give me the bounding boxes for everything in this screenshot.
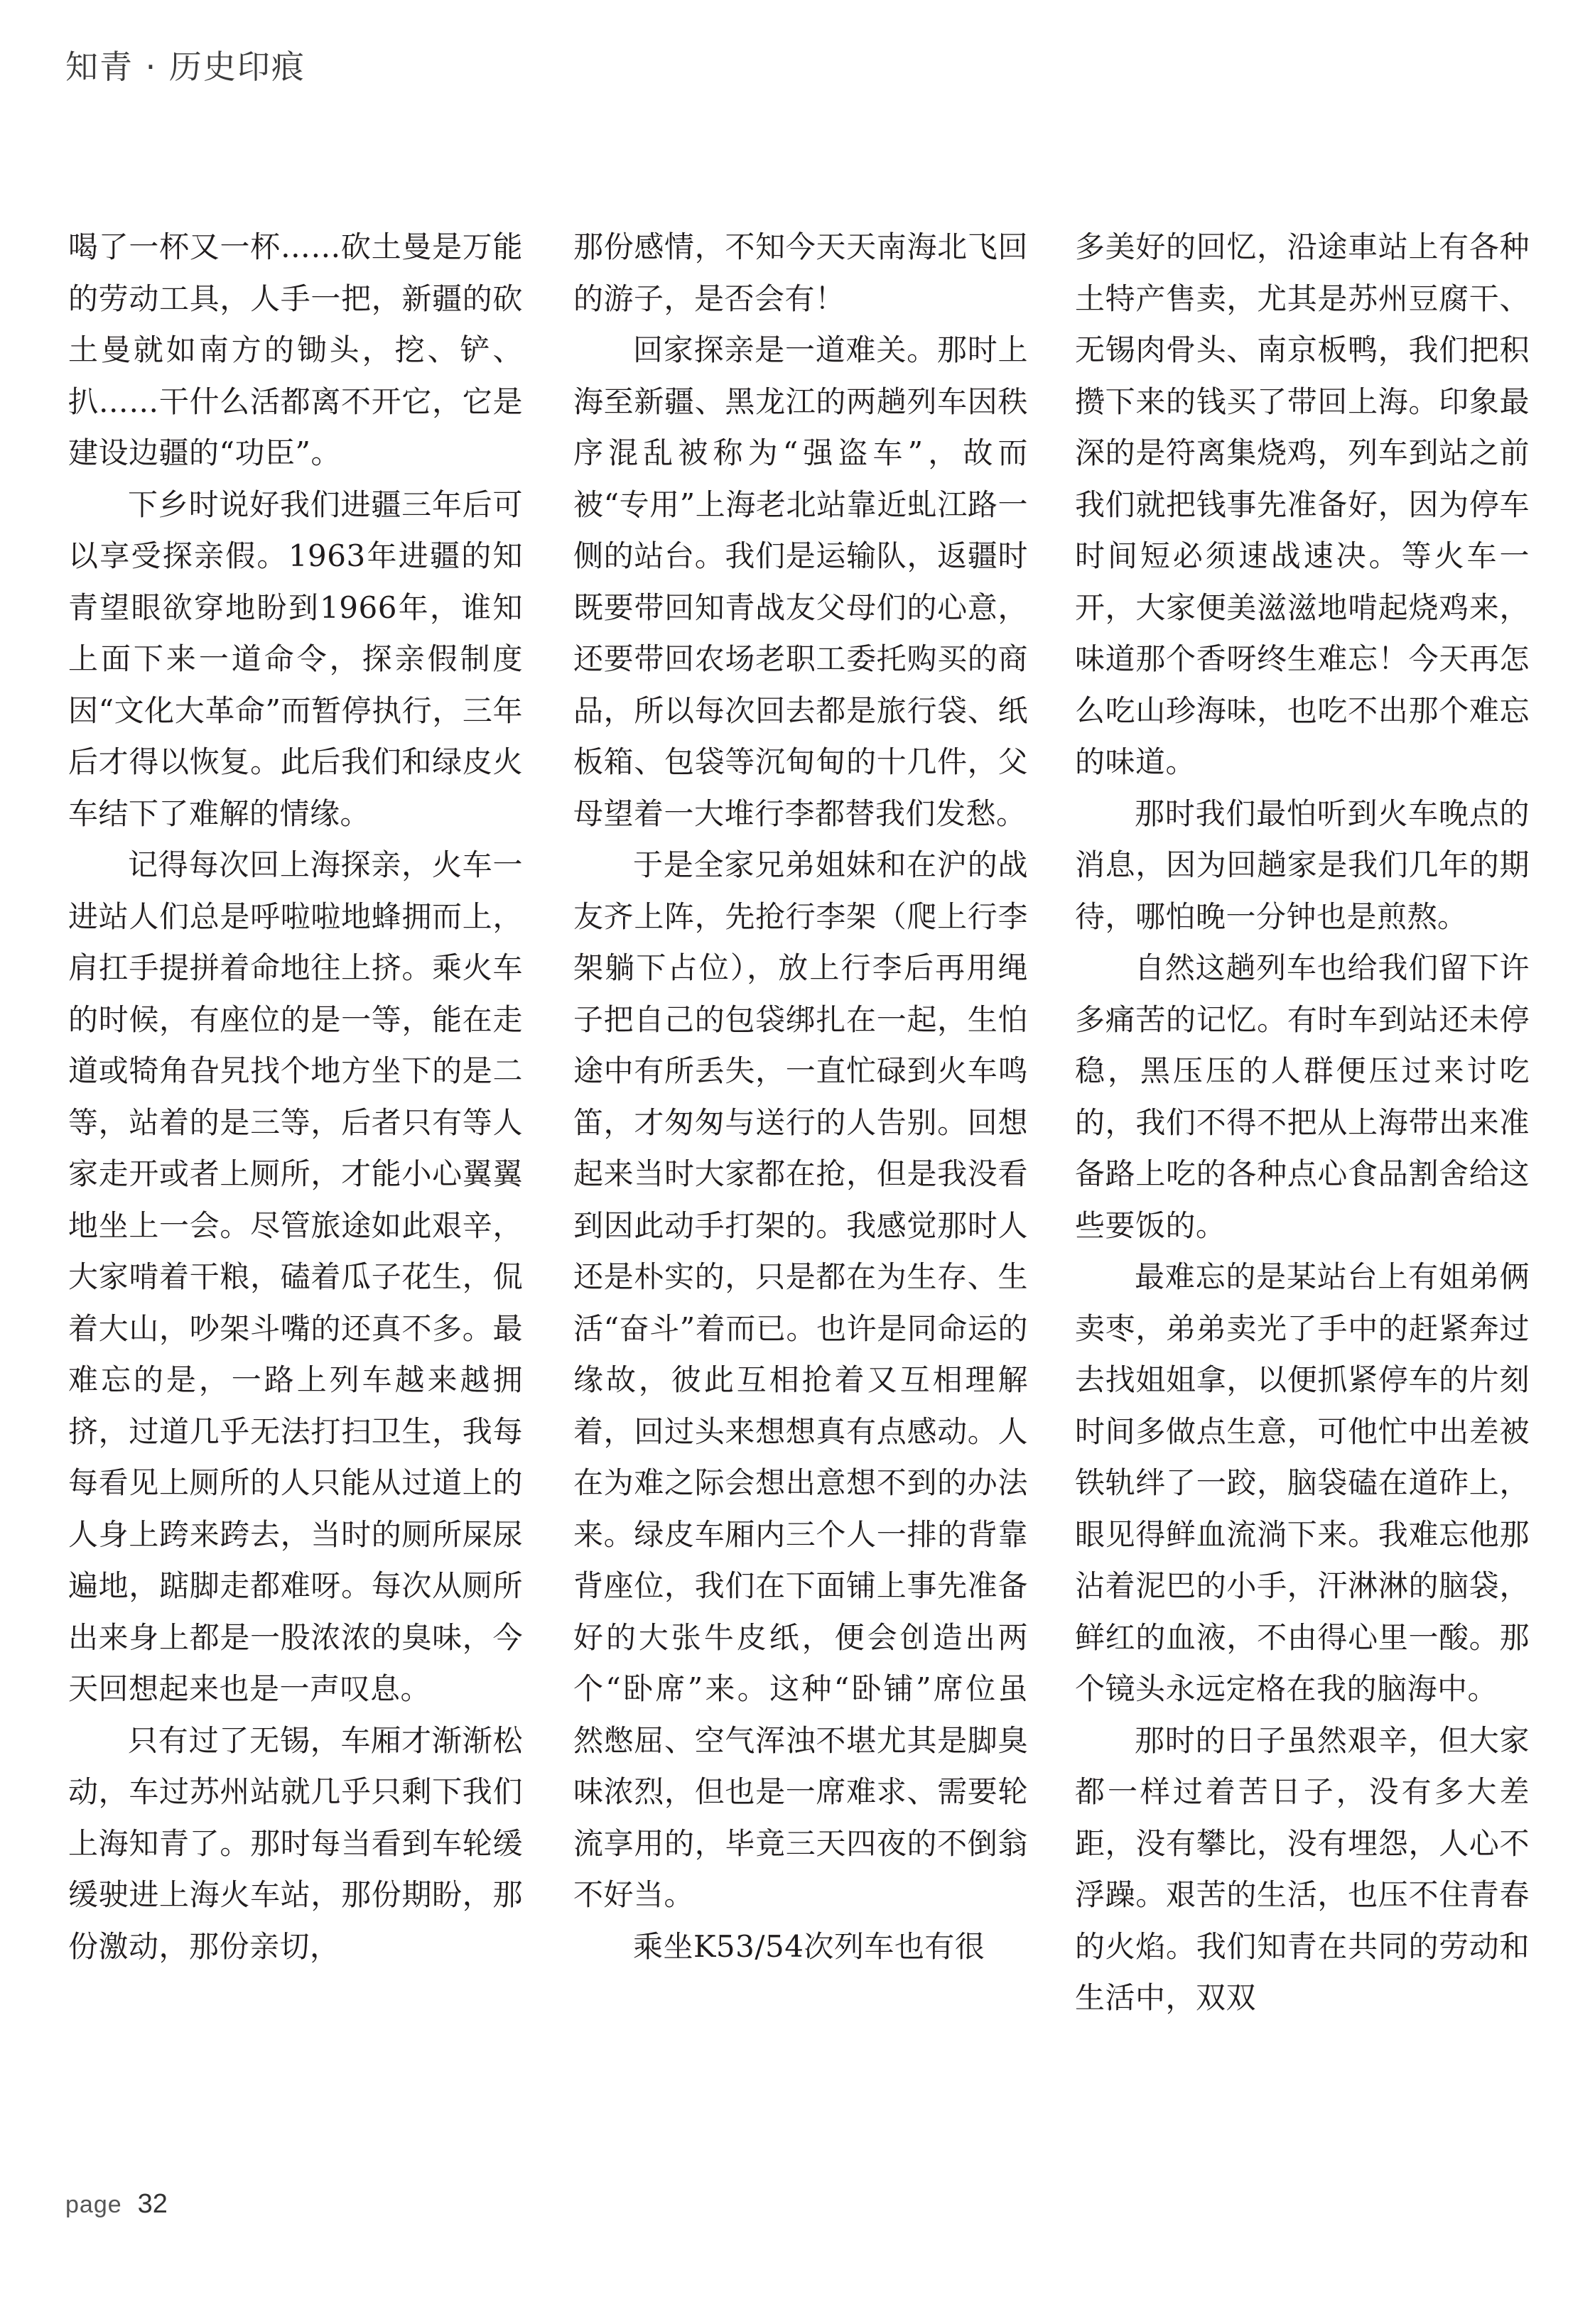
page-label: page	[65, 2191, 122, 2218]
paragraph: 自然这趟列车也给我们留下许多痛苦的记忆。有时车到站还未停稳，黑压压的人群便压过来讨吃的，我们不得不把从上海带出来准备路上吃的各种点心食品割舍给这些要饭的。	[1075, 950, 1530, 1243]
paragraph: 下乡时说好我们进疆三年后可以享受探亲假。1963年进疆的知青望眼欲穿地盼到1966年，谁知上面下来一道命令，探亲假制度因“文化大革命”而暂停执行，三年后才得以恢复。此后我们和绿皮火车结下了难解的情缘。	[68, 487, 523, 831]
page-number: 32	[137, 2189, 168, 2219]
paragraph: 那份感情，不知今天天南海北飞回的游子，是否会有！	[573, 229, 1028, 316]
text-column-1	[68, 222, 523, 1972]
paragraph: 于是全家兄弟姐妹和在沪的战友齐上阵，先抢行李架（爬上行李架躺下占位），放上行李后再用绳子把自己的包袋绑扎在一起，生怕途中有所丢失，一直忙碌到火车鸣笛，才匆匆与送行的人告别。回想起来当时大家都在抢，但是我没看到因此动手打架的。我感觉那时人还是朴实的，只是都在为生存、生活“奋斗”着而已。也许是同命运的缘故，彼此互相抢着又互相理解着，回过头来想想真有点感动。人在为难之际会想出意想不到的办法来。绿皮车厢内三个人一排的背靠背座位，我们在下面铺上事先准备好的大张牛皮纸，便会创造出两个“卧席”来。这种“卧铺”席位虽然憋屈、空气浑浊不堪尤其是脚臭味浓烈，但也是一席难求、需要轮流享用的，毕竟三天四夜的不倒翁不好当。	[573, 847, 1028, 1912]
text-column-3	[1075, 222, 1530, 2024]
paragraph: 回家探亲是一道难关。那时上海至新疆、黑龙江的两趟列车因秩序混乱被称为“强盗车”，故而被“专用”上海老北站靠近虬江路一侧的站台。我们是运输队，返疆时既要带回知青战友父母们的心意，还要带回农场老职工委托购买的商品，所以每次回去都是旅行袋、纸板箱、包袋等沉甸甸的十几件，父母望着一大堆行李都替我们发愁。	[573, 332, 1028, 831]
page-footer	[65, 2189, 168, 2220]
paragraph: 最难忘的是某站台上有姐弟俩卖枣，弟弟卖光了手中的赶紧奔过去找姐姐拿，以便抓紧停车的片刻时间多做点生意，可他忙中出差被铁轨绊了一跤，脑袋磕在道砟上，眼见得鲜血流淌下来。我难忘他那沾着泥巴的小手，汗淋淋的脑袋，鲜红的血液，不由得心里一酸。那个镜头永远定格在我的脑海中。	[1075, 1259, 1530, 1706]
paragraph: 那时我们最怕听到火车晚点的消息，因为回趟家是我们几年的期待，哪怕晚一分钟也是煎熬。	[1075, 796, 1530, 934]
section-title: 知青 · 历史印痕	[65, 48, 306, 86]
text-column-2	[573, 222, 1028, 1972]
paragraph: 喝了一杯又一杯……砍土曼是万能的劳动工具，人手一把，新疆的砍土曼就如南方的锄头，挖、铲、扒……干什么活都离不开它，它是建设边疆的“功臣”。	[68, 229, 523, 470]
paragraph: 那时的日子虽然艰辛，但大家都一样过着苦日子，没有多大差距，没有攀比，没有埋怨，人心不浮躁。艰苦的生活，也压不住青春的火焰。我们知青在共同的劳动和生活中，双双	[1075, 1722, 1530, 2015]
paragraph: 只有过了无锡，车厢才渐渐松动，车过苏州站就几乎只剩下我们上海知青了。那时每当看到车轮缓缓驶进上海火车站，那份期盼，那份激动，那份亲切，	[68, 1722, 523, 1964]
paragraph: 记得每次回上海探亲，火车一进站人们总是呼啦啦地蜂拥而上，肩扛手提拼着命地往上挤。乘火车的时候，有座位的是一等，能在走道或犄角旮旯找个地方坐下的是二等，站着的是三等，后者只有等人家走开或者上厕所，才能小心翼翼地坐上一会。尽管旅途如此艰辛，大家啃着干粮，磕着瓜子花生，侃着大山，吵架斗嘴的还真不多。最难忘的是，一路上列车越来越拥挤，过道几乎无法打扫卫生，我每每看见上厕所的人只能从过道上的人身上跨来跨去，当时的厕所屎尿遍地，踮脚走都难呀。每次从厕所出来身上都是一股浓浓的臭味，今天回想起来也是一声叹息。	[68, 847, 523, 1706]
paragraph: 乘坐K53/54次列车也有很	[633, 1928, 985, 1964]
paragraph: 多美好的回忆，沿途車站上有各种土特产售卖，尤其是苏州豆腐干、无锡肉骨头、南京板鸭，我们把积攒下来的钱买了带回上海。印象最深的是符离集烧鸡，列车到站之前我们就把钱事先准备好，因为停车时间短必须速战速决。等火车一开，大家便美滋滋地啃起烧鸡来，味道那个香呀终生难忘！今天再怎么吃山珍海味，也吃不出那个难忘的味道。	[1075, 229, 1530, 779]
